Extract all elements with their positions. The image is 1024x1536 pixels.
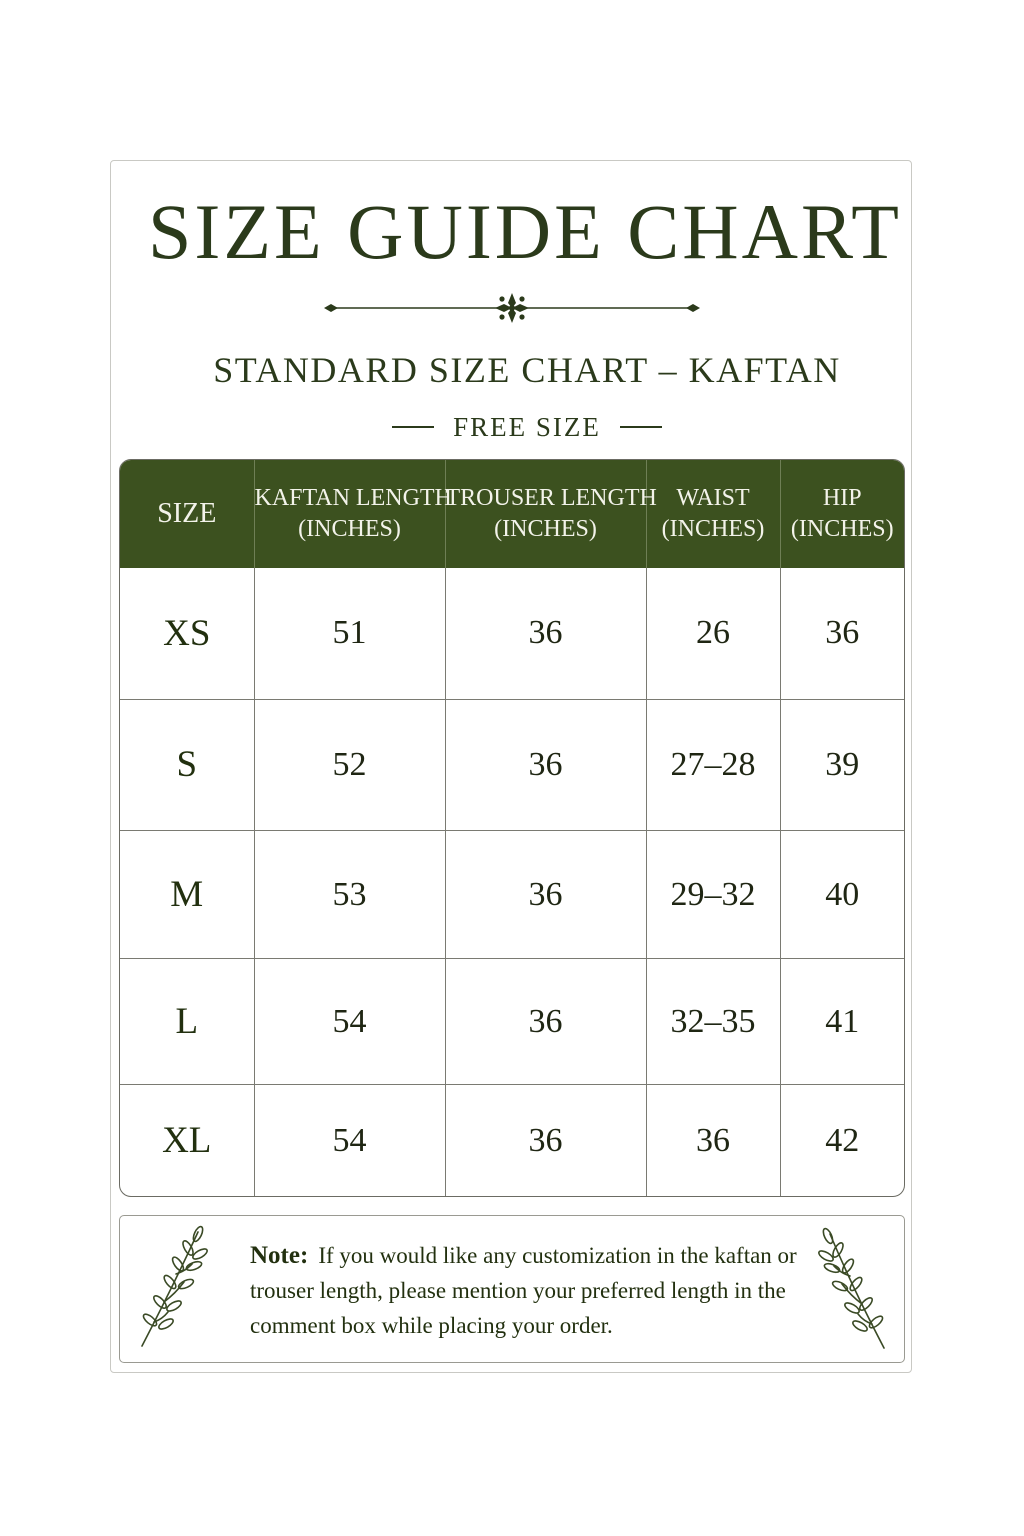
trouser-length-cell: 36: [445, 830, 646, 958]
leaf-sprig-icon: [818, 1226, 890, 1351]
hip-cell: 39: [780, 699, 904, 830]
table-row: [120, 959, 904, 1085]
ornamental-divider-icon: [322, 290, 702, 326]
table-row: [120, 830, 904, 958]
table-row: [120, 1085, 904, 1196]
column-header-kaftan-length: KAFTAN LENGTH (INCHES): [254, 460, 445, 568]
column-header-size: SIZE: [120, 460, 254, 568]
size-cell: XS: [120, 568, 254, 699]
waist-cell: 32–35: [646, 959, 780, 1085]
kaftan-length-cell: 52: [254, 699, 445, 830]
waist-cell: 27–28: [646, 699, 780, 830]
kaftan-length-cell: 54: [254, 1085, 445, 1196]
column-header-hip: HIP (INCHES): [790, 484, 894, 542]
size-cell: M: [120, 830, 254, 958]
size-cell: L: [120, 959, 254, 1085]
size-cell: S: [120, 699, 254, 830]
trouser-length-cell: 36: [445, 568, 646, 699]
hip-cell: 42: [825, 1121, 860, 1159]
table-header-row: [120, 460, 904, 568]
kaftan-length-cell: 53: [254, 830, 445, 958]
free-size-label-row: [392, 410, 662, 444]
free-size-rule-left: [392, 426, 434, 428]
note-text: [250, 1238, 810, 1343]
kaftan-length-cell: 54: [254, 959, 445, 1085]
size-cell: XL: [120, 1085, 254, 1196]
note-body: If you would like any customization in the kaftan or trouser length, please mention your preferred length in the comment box while placing your order.: [250, 1243, 797, 1338]
waist-cell: 26: [646, 568, 780, 699]
column-header-waist: WAIST (INCHES): [646, 460, 780, 568]
table-row: [120, 568, 904, 699]
waist-cell: 29–32: [646, 830, 780, 958]
page-title: SIZE GUIDE CHART: [148, 188, 902, 275]
note-label: Note:: [250, 1242, 309, 1269]
hip-cell: 40: [780, 830, 904, 958]
hip-cell: 41: [780, 959, 904, 1085]
trouser-length-cell: 36: [445, 1085, 646, 1196]
waist-cell: 36: [646, 1085, 780, 1196]
column-header-trouser-length: TROUSER LENGTH (INCHES): [445, 460, 646, 568]
hip-cell: 36: [780, 568, 904, 699]
table-row: [120, 699, 904, 830]
trouser-length-cell: 36: [445, 699, 646, 830]
page-subtitle: STANDARD SIZE CHART – KAFTAN: [213, 350, 841, 390]
free-size-rule-right: [620, 426, 662, 428]
note-box: [119, 1215, 905, 1363]
free-size-label: FREE SIZE: [453, 411, 601, 442]
kaftan-length-cell: 51: [254, 568, 445, 699]
leaf-sprig-icon: [136, 1224, 208, 1349]
size-table-container: [119, 459, 905, 1197]
size-table: [120, 460, 904, 1196]
trouser-length-cell: 36: [445, 959, 646, 1085]
